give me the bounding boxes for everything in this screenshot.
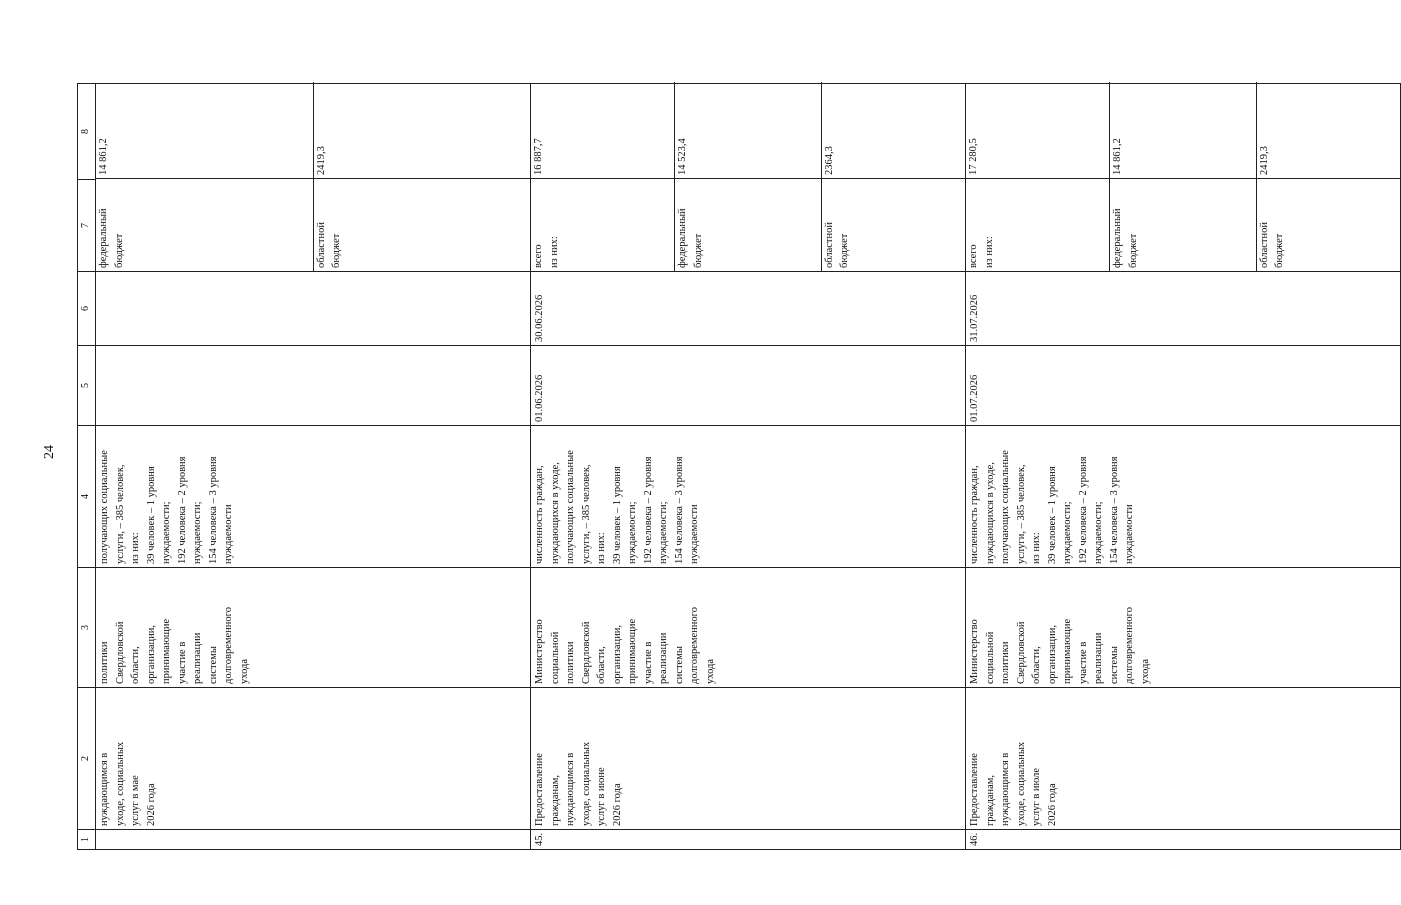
finance-row (1110, 82, 1256, 271)
finance-amount: 14 861,2 (98, 138, 109, 175)
finance-source: всего из них: (966, 179, 1110, 272)
row-end-date (96, 272, 531, 346)
finance-row (966, 82, 1110, 271)
finance-cell (96, 84, 531, 272)
row-start-date: 01.07.2026 (966, 346, 1401, 426)
col-header-4: 4 (78, 426, 96, 568)
row-number: 46. (966, 830, 1401, 850)
finance-row (675, 82, 821, 271)
row-indicator: численность граждан, нуждающихся в уходе, получающих социальные услуги, – 385 человек, из них: 39 человек – 1 уровня нуждаемости; 192 человека – 2 уровня нуждаемости; 154 человека – 3 уровня нуждаемости (966, 426, 1401, 568)
finance-source: федеральный бюджет (675, 179, 821, 272)
finance-row (821, 82, 965, 271)
row-title: Предоставление гражданам, нуждающимся в уходе, социальных услуг в июне 2026 года (531, 688, 966, 830)
row-executor: политики Свердловской области, организации, принимающие участие в реализации системы долговременного ухода (96, 568, 531, 688)
finance-source: федеральный бюджет (1110, 179, 1256, 272)
schedule-table (77, 83, 1401, 850)
finance-source: всего из них: (531, 179, 675, 272)
table-row (966, 84, 1401, 850)
col-header-7: 7 (78, 180, 96, 272)
row-title: нуждающимся в уходе, социальных услуг в мае 2026 года (96, 688, 531, 830)
row-number (96, 830, 531, 850)
finance-amount: 16 887,7 (533, 138, 544, 175)
row-indicator: численность граждан, нуждающихся в уходе, получающих социальные услуги, – 385 человек, из них: 39 человек – 1 уровня нуждаемости; 192 человека – 2 уровня нуждаемости; 154 человека – 3 уровня нуждаемости (531, 426, 966, 568)
col-header-5: 5 (78, 346, 96, 426)
finance-cell (966, 84, 1401, 272)
finance-subtable (966, 82, 1400, 271)
finance-amount: 14 523,4 (675, 82, 821, 179)
finance-amount: 2364,3 (821, 82, 965, 179)
table-row (96, 84, 531, 850)
finance-amount: 2419,3 (1256, 82, 1400, 179)
finance-row (96, 82, 313, 271)
finance-row (1256, 82, 1400, 271)
finance-source: федеральный бюджет (96, 179, 313, 272)
row-executor: Министерство социальной политики Свердловской области, организации, принимающие участие в реализации системы долговременного ухода (531, 568, 966, 688)
row-executor: Министерство социальной политики Свердловской области, организации, принимающие участие в реализации системы долговременного ухода (966, 568, 1401, 688)
row-number: 45. (531, 830, 966, 850)
row-indicator: получающих социальные услуги, – 385 человек, из них: 39 человек – 1 уровня нуждаемости; 192 человека – 2 уровня нуждаемости; 154 человека – 3 уровня нуждаемости (96, 426, 531, 568)
header-row (78, 84, 96, 850)
finance-amount: 2419,3 (313, 82, 530, 179)
finance-source: областной бюджет (313, 179, 530, 272)
table-row (531, 84, 966, 850)
row-end-date: 31.07.2026 (966, 272, 1401, 346)
page-number: 24 (42, 445, 57, 459)
col-header-2: 2 (78, 688, 96, 830)
col-header-8: 8 (78, 84, 96, 180)
finance-amount: 14 861,2 (1110, 82, 1256, 179)
col-header-1: 1 (78, 830, 96, 850)
col-header-6: 6 (78, 272, 96, 346)
row-start-date: 01.06.2026 (531, 346, 966, 426)
row-title: Предоставление гражданам, нуждающимся в уходе, социальных услуг в июле 2026 года (966, 688, 1401, 830)
finance-source: областной бюджет (821, 179, 965, 272)
finance-subtable (531, 82, 965, 271)
col-header-3: 3 (78, 568, 96, 688)
finance-source: областной бюджет (1256, 179, 1400, 272)
row-start-date (96, 346, 531, 426)
finance-amount: 17 280,5 (968, 138, 979, 175)
row-end-date: 30.06.2026 (531, 272, 966, 346)
finance-row (531, 82, 675, 271)
rotated-table-container (77, 84, 1286, 850)
finance-subtable (96, 82, 530, 271)
finance-row (313, 82, 530, 271)
finance-cell (531, 84, 966, 272)
